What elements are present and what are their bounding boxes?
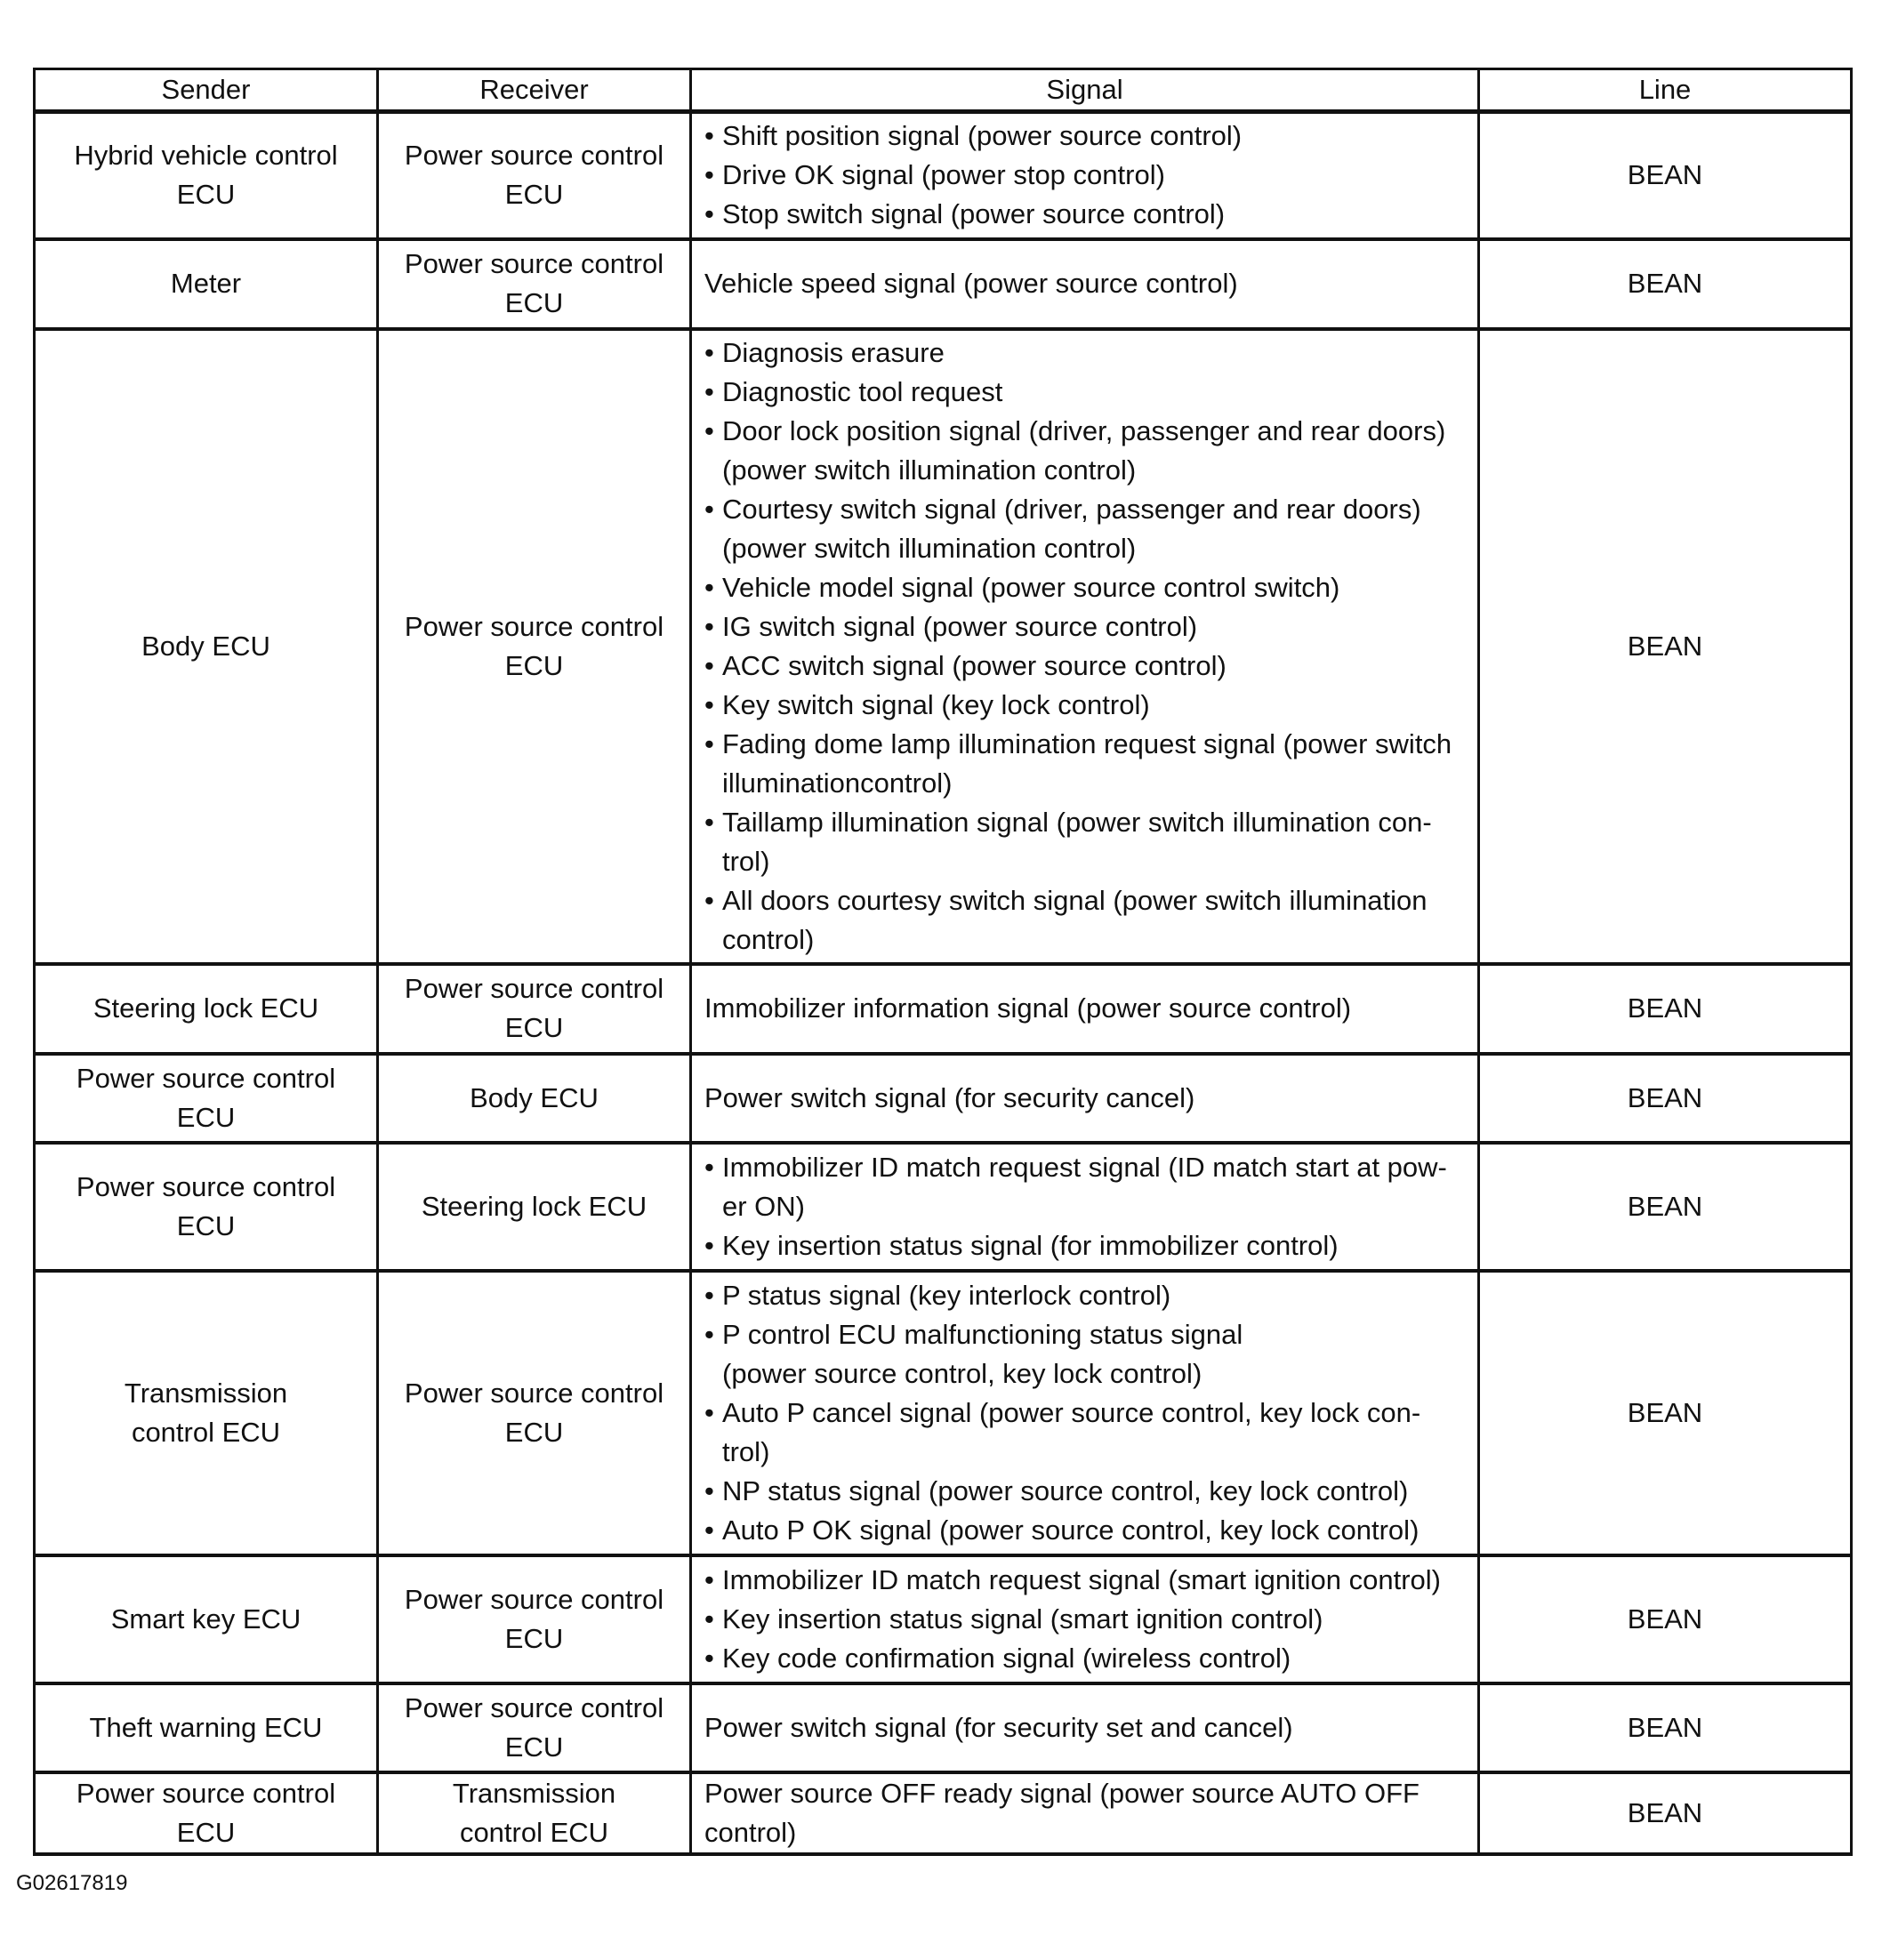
line-cell (1479, 1143, 1852, 1271)
signal-item-text: Key insertion status signal (smart ignition control) (722, 1603, 1323, 1635)
table-row (35, 1054, 1852, 1143)
receiver-text: ECU (504, 1416, 564, 1448)
table-row (35, 112, 1852, 239)
signal-item (704, 725, 1470, 803)
sender-cell (35, 964, 378, 1054)
sender-text: Body ECU (141, 630, 270, 662)
line-cell (1479, 1271, 1852, 1555)
signal-text: Vehicle speed signal (power source control) (704, 268, 1238, 299)
sender-text: Meter (170, 268, 242, 299)
receiver-cell (378, 1143, 691, 1271)
signal-item-text: Key switch signal (key lock control) (722, 688, 1150, 720)
sender-cell (35, 1271, 378, 1555)
receiver-cell (378, 112, 691, 239)
receiver-text: ECU (504, 287, 564, 318)
signal-item-text: Courtesy switch signal (driver, passenger and rear doors) (722, 493, 1421, 525)
sender-text: Hybrid vehicle control (74, 140, 338, 172)
receiver-text: Power source control (404, 1583, 664, 1615)
signal-cell (691, 329, 1479, 964)
receiver-cell (378, 1271, 691, 1555)
receiver-cell (378, 1772, 691, 1854)
signal-item (704, 1472, 1470, 1511)
line-value: BEAN (1627, 1796, 1703, 1828)
sender-text: Power source control (76, 1777, 336, 1809)
signal-item-text: Drive OK signal (power stop control) (722, 159, 1165, 191)
signal-item (704, 1315, 1470, 1394)
sender-text: ECU (176, 1101, 236, 1133)
sender-cell (35, 1555, 378, 1683)
signal-item-text: Taillamp illumination signal (power switch illumination con- (722, 806, 1432, 838)
receiver-text: Power source control (404, 1377, 664, 1409)
signal-item (704, 568, 1470, 607)
signal-item (704, 1394, 1470, 1472)
signal-item (704, 686, 1470, 725)
sender-text: Power source control (76, 1062, 336, 1094)
table-row (35, 1143, 1852, 1271)
sender-text: Theft warning ECU (89, 1711, 323, 1743)
sender-cell (35, 239, 378, 329)
receiver-text: ECU (504, 1012, 564, 1043)
signal-item (704, 116, 1470, 156)
receiver-text: Power source control (404, 1691, 664, 1723)
signal-item-text: P status signal (key interlock control) (722, 1279, 1171, 1311)
signal-item-text: (power source control, key lock control) (722, 1357, 1202, 1389)
signal-item (704, 1561, 1470, 1600)
signal-item (704, 412, 1470, 490)
line-cell (1479, 964, 1852, 1054)
line-cell (1479, 112, 1852, 239)
header-receiver: Receiver (378, 69, 691, 112)
table-row (35, 239, 1852, 329)
signal-item-text: Vehicle model signal (power source control switch) (722, 571, 1340, 603)
signal-list (704, 1561, 1470, 1678)
table-row (35, 1683, 1852, 1772)
sender-text: Transmission (124, 1377, 288, 1409)
signal-item-text: Door lock position signal (driver, passenger and rear doors) (722, 414, 1446, 446)
receiver-text: ECU (504, 649, 564, 681)
signal-text: control) (704, 1816, 797, 1848)
sender-cell (35, 112, 378, 239)
signal-item-text: Immobilizer ID match request signal (ID match start at pow- (722, 1151, 1447, 1183)
table-row (35, 329, 1852, 964)
signal-text: Immobilizer information signal (power source control) (704, 992, 1352, 1024)
receiver-cell (378, 1683, 691, 1772)
signal-list (704, 1276, 1470, 1550)
signal-item-text: (power switch illumination control) (722, 532, 1137, 564)
header-signal: Signal (691, 69, 1479, 112)
signal-item-text: trol) (722, 845, 770, 877)
sender-text: ECU (176, 179, 236, 211)
receiver-text: Power source control (404, 248, 664, 279)
header-row (35, 69, 1852, 112)
header-line: Line (1479, 69, 1852, 112)
line-value: BEAN (1627, 1396, 1703, 1428)
signal-item (704, 1226, 1470, 1265)
line-cell (1479, 1555, 1852, 1683)
signal-text: Power switch signal (for security cancel) (704, 1081, 1195, 1113)
signal-item (704, 1600, 1470, 1639)
sender-text: control ECU (131, 1416, 281, 1448)
table-row (35, 1271, 1852, 1555)
receiver-text: Transmission (452, 1777, 616, 1809)
table-row (35, 1772, 1852, 1854)
receiver-text: ECU (504, 1622, 564, 1654)
signal-item (704, 1639, 1470, 1678)
signal-item (704, 881, 1470, 960)
receiver-text: Power source control (404, 610, 664, 642)
receiver-text: Steering lock ECU (421, 1190, 647, 1222)
receiver-text: ECU (504, 1731, 564, 1763)
signal-item-text: NP status signal (power source control, key lock control) (722, 1474, 1409, 1506)
signal-cell (691, 1143, 1479, 1271)
line-value: BEAN (1627, 1711, 1703, 1743)
signal-cell (691, 1054, 1479, 1143)
receiver-text: Body ECU (470, 1081, 599, 1113)
signal-table (33, 68, 1853, 1856)
signal-text: Power source OFF ready signal (power source AUTO OFF (704, 1777, 1420, 1809)
sender-cell (35, 1772, 378, 1854)
signal-item (704, 1148, 1470, 1226)
line-value: BEAN (1627, 630, 1703, 662)
line-cell (1479, 329, 1852, 964)
signal-item (704, 333, 1470, 373)
sender-text: ECU (176, 1209, 236, 1241)
signal-item-text: Auto P cancel signal (power source control, key lock con- (722, 1396, 1421, 1428)
table-body (35, 112, 1852, 1854)
signal-cell (691, 112, 1479, 239)
signal-item-text: Diagnostic tool request (722, 375, 1003, 407)
signal-item-text: IG switch signal (power source control) (722, 610, 1198, 642)
signal-item (704, 1511, 1470, 1550)
line-cell (1479, 1683, 1852, 1772)
signal-cell (691, 1271, 1479, 1555)
receiver-cell (378, 964, 691, 1054)
signal-item-text: Stop switch signal (power source control) (722, 198, 1226, 230)
table-row (35, 1555, 1852, 1683)
signal-item (704, 803, 1470, 881)
line-value: BEAN (1627, 268, 1703, 299)
signal-item-text: Key insertion status signal (for immobilizer control) (722, 1229, 1339, 1261)
signal-item (704, 490, 1470, 568)
receiver-text: Power source control (404, 973, 664, 1004)
signal-item (704, 647, 1470, 686)
signal-item-text: ACC switch signal (power source control) (722, 649, 1227, 681)
receiver-cell (378, 329, 691, 964)
signal-item-text: Shift position signal (power source control) (722, 120, 1243, 152)
signal-item-text: Diagnosis erasure (722, 336, 945, 368)
signal-cell (691, 1555, 1479, 1683)
sender-text: Power source control (76, 1170, 336, 1202)
line-value: BEAN (1627, 159, 1703, 191)
sender-cell (35, 1683, 378, 1772)
signal-item-text: All doors courtesy switch signal (power switch illumination (722, 884, 1428, 916)
line-value: BEAN (1627, 1603, 1703, 1635)
signal-item-text: Key code confirmation signal (wireless control) (722, 1642, 1291, 1674)
figure-code: G02617819 (16, 1871, 128, 1895)
line-cell (1479, 1054, 1852, 1143)
signal-item-text: control) (722, 923, 815, 955)
signal-cell (691, 964, 1479, 1054)
signal-item-text: illuminationcontrol) (722, 767, 953, 799)
header-sender: Sender (35, 69, 378, 112)
signal-item (704, 607, 1470, 647)
signal-text: Power switch signal (for security set and cancel) (704, 1711, 1293, 1743)
signal-item-text: P control ECU malfunctioning status signal (722, 1318, 1243, 1350)
receiver-text: ECU (504, 179, 564, 211)
line-value: BEAN (1627, 1081, 1703, 1113)
signal-item-text: er ON) (722, 1190, 805, 1222)
signal-cell (691, 1683, 1479, 1772)
signal-list (704, 1148, 1470, 1265)
signal-list (704, 116, 1470, 234)
table-row (35, 964, 1852, 1054)
sender-text: ECU (176, 1816, 236, 1848)
signal-cell (691, 1772, 1479, 1854)
receiver-cell (378, 1555, 691, 1683)
signal-list (704, 333, 1470, 960)
signal-item (704, 195, 1470, 234)
line-value: BEAN (1627, 1190, 1703, 1222)
signal-item (704, 373, 1470, 412)
sender-cell (35, 1054, 378, 1143)
signal-item (704, 156, 1470, 195)
sender-cell (35, 329, 378, 964)
signal-item-text: Immobilizer ID match request signal (smart ignition control) (722, 1563, 1441, 1595)
line-cell (1479, 239, 1852, 329)
signal-item-text: (power switch illumination control) (722, 454, 1137, 486)
sender-text: Steering lock ECU (92, 992, 319, 1024)
receiver-cell (378, 1054, 691, 1143)
signal-item-text: Fading dome lamp illumination request signal (power switch (722, 727, 1452, 759)
signal-item-text: trol) (722, 1435, 770, 1467)
line-value: BEAN (1627, 992, 1703, 1024)
sender-cell (35, 1143, 378, 1271)
receiver-cell (378, 239, 691, 329)
signal-item (704, 1276, 1470, 1315)
line-cell (1479, 1772, 1852, 1854)
signal-cell (691, 239, 1479, 329)
sender-text: Smart key ECU (110, 1603, 302, 1635)
receiver-text: Power source control (404, 140, 664, 172)
receiver-text: control ECU (459, 1816, 609, 1848)
signal-item-text: Auto P OK signal (power source control, key lock control) (722, 1514, 1420, 1546)
